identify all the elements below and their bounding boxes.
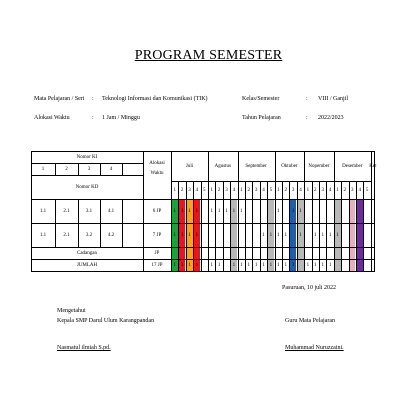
week-number: 3 xyxy=(254,187,258,193)
week-number: 4 xyxy=(358,187,361,193)
table-border-bottom xyxy=(31,271,375,272)
mark: 1 xyxy=(299,208,302,214)
mark: 1 xyxy=(240,208,243,214)
mark: 1 xyxy=(262,262,265,268)
mark: 1 xyxy=(328,262,332,268)
mark: 1 xyxy=(328,232,332,238)
mark: 1 xyxy=(210,262,213,268)
ki-number-3: 3 xyxy=(87,166,91,172)
time-label: Alokasi Waktu xyxy=(34,115,70,121)
class-colon: : xyxy=(306,96,308,102)
kd-header: Nomor KD xyxy=(75,184,99,190)
time-value: 1 Jam / Minggu xyxy=(102,115,140,121)
mark: 1 xyxy=(247,262,250,268)
kd-cell: 3.1 xyxy=(85,208,93,214)
kd-cell: 3.2 xyxy=(85,232,93,238)
known-by: Mengetahui xyxy=(57,308,86,314)
week-number: 2 xyxy=(343,187,347,193)
mark: 1 xyxy=(173,208,176,214)
vline xyxy=(122,199,123,247)
mark: 1 xyxy=(299,232,302,238)
mark: 1 xyxy=(210,208,213,214)
mark: 1 xyxy=(321,232,324,238)
mark: 1 xyxy=(188,208,191,214)
mark: 1 xyxy=(277,208,280,214)
mark: 1 xyxy=(306,262,310,268)
mark: 1 xyxy=(291,262,295,268)
month-desember: Desember xyxy=(342,163,363,169)
mark: 1 xyxy=(173,232,176,238)
week-number: 3 xyxy=(225,187,228,193)
week-number: 2 xyxy=(180,187,184,193)
ki-header: Nomor KI xyxy=(76,154,98,160)
week-number: 2 xyxy=(284,187,287,193)
mark: 1 xyxy=(262,232,265,238)
week-number: 4 xyxy=(262,187,265,193)
week-number: 1 xyxy=(240,187,243,193)
week-number: 2 xyxy=(314,187,317,193)
mark: 1 xyxy=(195,232,199,238)
mark: 1 xyxy=(269,262,273,268)
jumlah-jp: 17 JP xyxy=(151,262,163,268)
mark: 1 xyxy=(314,232,317,238)
mark: 1 xyxy=(188,232,191,238)
mark: 1 xyxy=(277,232,280,238)
mark: 1 xyxy=(180,208,184,214)
mark: 1 xyxy=(284,232,287,238)
week-number: 4 xyxy=(299,187,302,193)
month-september: September xyxy=(245,163,267,169)
class-label: Kelas/Semester xyxy=(242,96,280,102)
year-colon: : xyxy=(306,115,308,121)
jumlah-label: JUMLAH xyxy=(76,262,98,268)
mark: 1 xyxy=(321,262,324,268)
mark: 1 xyxy=(314,262,317,268)
kd-cell: 4.2 xyxy=(107,232,115,238)
class-value: VIII / Ganjil xyxy=(318,96,348,102)
ki-number-4: 4 xyxy=(109,166,113,172)
kd-cell: 2.1 xyxy=(63,208,70,214)
kd-cell: 2.1 xyxy=(63,232,70,238)
semester-schedule-table xyxy=(31,151,375,271)
week-number: 1 xyxy=(277,187,280,193)
cadangan-jp: JP xyxy=(154,250,160,256)
place-date: Pasuruan, 10 juli 2022 xyxy=(282,285,336,291)
week-number: 5 xyxy=(269,187,273,193)
week-number: 1 xyxy=(306,187,310,193)
subject-value: Teknologi Informasi dan Komunikasi (TIK) xyxy=(102,96,208,102)
week-number: 4 xyxy=(328,187,332,193)
mark: 1 xyxy=(217,262,221,268)
year-value: 2022/2023 xyxy=(318,115,344,121)
mark: 1 xyxy=(232,208,236,214)
week-number: 3 xyxy=(188,187,191,193)
alloc-header-1: Alokasi xyxy=(149,160,165,166)
time-colon: : xyxy=(92,115,94,121)
mark: 1 xyxy=(195,262,199,268)
mark: 1 xyxy=(180,232,184,238)
alloc-header-2: Waktu xyxy=(150,170,164,176)
week-number: 4 xyxy=(195,187,199,193)
teacher-title: Guru Mata Pelajaran xyxy=(285,318,335,324)
week-number: 2 xyxy=(217,187,221,193)
month-nopember: Nopember xyxy=(308,163,330,169)
mark: 1 xyxy=(188,262,191,268)
principal-name: Nasmatul ilmiah S.pd. xyxy=(57,345,111,351)
ki-number-1: 1 xyxy=(41,166,45,172)
mark: 1 xyxy=(269,232,273,238)
kd-cell: 1.1 xyxy=(39,208,47,214)
week-number: 1 xyxy=(336,187,339,193)
week-number: 4 xyxy=(232,187,236,193)
mark: 1 xyxy=(254,262,258,268)
mark: 1 xyxy=(232,262,236,268)
week-number: 5 xyxy=(203,187,206,193)
week-number: 3 xyxy=(291,187,295,193)
kd-cell: 1.1 xyxy=(39,232,47,238)
week-number: 5 xyxy=(365,187,369,193)
week-number: 3 xyxy=(351,187,354,193)
mark: 1 xyxy=(195,208,199,214)
subject-colon: : xyxy=(92,96,94,102)
month-ket: Ket xyxy=(369,163,377,169)
kd-cell: 4.1 xyxy=(107,208,115,214)
jp-cell: 6 JP xyxy=(152,208,162,214)
mark: 1 xyxy=(225,208,228,214)
week-number: 1 xyxy=(210,187,213,193)
week-fill-24 xyxy=(349,199,355,271)
month-agustus: Agustus xyxy=(214,163,231,169)
mark: 1 xyxy=(180,262,184,268)
week-fill-25 xyxy=(357,199,363,271)
mark: 1 xyxy=(277,262,280,268)
mark: 1 xyxy=(291,208,295,214)
vline xyxy=(122,163,123,175)
mark: 1 xyxy=(336,232,339,238)
mark: 1 xyxy=(284,262,287,268)
week-number: 2 xyxy=(247,187,250,193)
teacher-name: Muhammad Nuruzzaini. xyxy=(285,345,344,351)
week-number: 3 xyxy=(321,187,324,193)
page-title: PROGRAM SEMESTER xyxy=(134,48,283,63)
month-oktober: Oktober xyxy=(281,163,298,169)
principal-title: Kepala SMP Darul Ulum Karangpandan xyxy=(57,318,155,324)
mark: 1 xyxy=(217,208,221,214)
ki-number-2: 2 xyxy=(65,166,68,172)
month-juli: Juli xyxy=(185,163,194,169)
mark: 1 xyxy=(240,262,243,268)
week-number: 1 xyxy=(173,187,176,193)
cadangan-label: Cadangan xyxy=(77,250,97,256)
jp-cell: 7 JP xyxy=(152,232,162,238)
mark: 1 xyxy=(173,262,176,268)
subject-label: Mata Pelajaran / Seri xyxy=(34,96,85,102)
year-label: Tahun Pelajaran xyxy=(242,115,281,121)
